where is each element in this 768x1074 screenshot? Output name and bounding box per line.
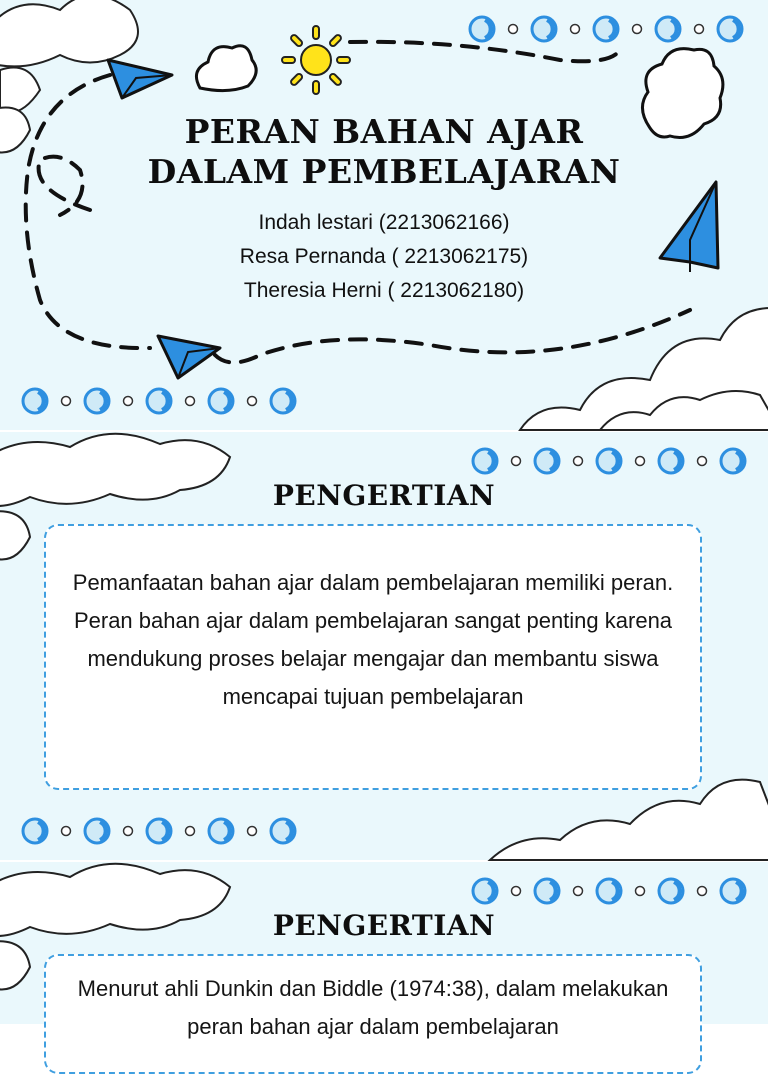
small-dot-icon <box>248 397 257 406</box>
small-dot-icon <box>574 887 583 896</box>
small-dot-icon <box>512 887 521 896</box>
small-dot-icon <box>636 887 645 896</box>
author-item: Indah lestari (2213062166) <box>258 211 510 234</box>
paper-plane-icon <box>108 60 172 98</box>
bubble-row <box>473 879 745 903</box>
small-dot-icon <box>512 457 521 466</box>
cloud-icon <box>196 46 256 91</box>
small-dot-icon <box>633 25 642 34</box>
small-dot-icon <box>698 887 707 896</box>
presentation-title <box>0 112 768 192</box>
corner-cloud-icon <box>520 308 768 430</box>
definition-card <box>44 954 702 1074</box>
bubble-row <box>23 819 295 843</box>
title-line-1: PERAN BAHAN AJAR <box>184 112 584 151</box>
author-item: Theresia Herni ( 2213062180) <box>243 279 525 302</box>
title-slide <box>0 0 768 430</box>
small-dot-icon <box>62 827 71 836</box>
sun-icon <box>282 26 350 94</box>
section-heading: PENGERTIAN <box>272 479 496 512</box>
small-dot-icon <box>186 827 195 836</box>
definition-card <box>44 524 702 790</box>
small-dot-icon <box>571 25 580 34</box>
small-dot-icon <box>574 457 583 466</box>
title-line-2: DALAM PEMBELAJARAN <box>147 152 621 191</box>
definition-text: Pemanfaatan bahan ajar dalam pembelajaran memiliki peran. Peran bahan ajar dalam pembelajaran sangat penting karena mendukung proses belajar mengajar dan membantu siswa mencapai tujuan pembelajaran <box>72 570 674 709</box>
small-dot-icon <box>62 397 71 406</box>
small-dot-icon <box>124 397 133 406</box>
small-dot-icon <box>698 457 707 466</box>
small-dot-icon <box>186 397 195 406</box>
author-list <box>0 206 768 308</box>
small-dot-icon <box>248 827 257 836</box>
small-dot-icon <box>509 25 518 34</box>
small-dot-icon <box>695 25 704 34</box>
small-dot-icon <box>124 827 133 836</box>
bubble-row <box>470 17 742 41</box>
bubble-row <box>23 389 295 413</box>
bubble-row <box>473 449 745 473</box>
definition-text: Menurut ahli Dunkin dan Biddle (1974:38), dalam melakukan peran bahan ajar dalam pembelajaran <box>77 976 669 1039</box>
corner-cloud-icon <box>490 780 768 860</box>
section-heading: PENGERTIAN <box>272 909 496 942</box>
author-item: Resa Pernanda ( 2213062175) <box>239 245 529 268</box>
small-dot-icon <box>636 457 645 466</box>
definition-slide-2 <box>0 862 768 1039</box>
definition-slide <box>0 432 768 860</box>
paper-plane-icon <box>158 336 220 378</box>
